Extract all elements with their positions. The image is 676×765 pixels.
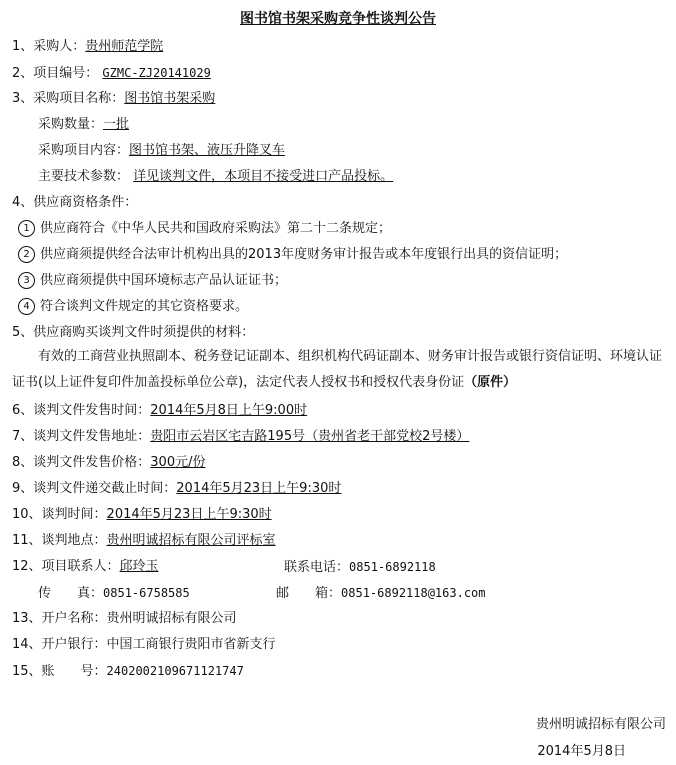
item-qualifications-heading: 4、供应商资格条件： xyxy=(12,195,138,210)
item-contact-phone: 联系电话：0851-6892118 xyxy=(284,560,436,575)
circled-number: 2 xyxy=(18,246,35,263)
qualification-item: 1 供应商符合《中华人民共和国政府采购法》第二十二条规定； xyxy=(18,220,391,238)
item-project-name: 3、采购项目名称：图书馆书架采购 xyxy=(12,91,216,106)
item-negotiation-time: 10、谈判时间：2014年5月23日上午9:30时 xyxy=(12,507,272,522)
item-negotiation-place: 11、谈判地点：贵州明诚招标有限公司评标室 xyxy=(12,533,276,548)
item-email: 邮 箱：0851-6892118@163.com xyxy=(276,586,486,601)
item-sale-address: 7、谈判文件发售地址：贵阳市云岩区宅吉路195号（贵州省老干部党校2号楼） xyxy=(12,429,470,444)
footer-organization: 贵州明诚招标有限公司 xyxy=(535,717,666,732)
item-sale-time: 6、谈判文件发售时间：2014年5月8日上午9:00时 xyxy=(12,403,308,418)
item-bank: 14、开户银行：中国工商银行贵阳市省新支行 xyxy=(12,637,276,652)
circled-number: 3 xyxy=(18,272,35,289)
item-fax: 传 真：0851-6758585 xyxy=(38,586,190,601)
item-account-name: 13、开户名称：贵州明诚招标有限公司 xyxy=(12,611,237,626)
item-sale-price: 8、谈判文件发售价格：300元/份 xyxy=(12,455,206,470)
qualification-item: 2 供应商须提供经合法审计机构出具的2013年度财务审计报告或本年度银行出具的资信证明； xyxy=(18,246,567,264)
item-contact-person: 12、项目联系人：邱玲玉 xyxy=(12,559,159,574)
item-project-number: 2、项目编号： GZMC-ZJ20141029 xyxy=(12,66,211,81)
circled-number: 4 xyxy=(18,298,35,315)
circled-number: 1 xyxy=(18,220,35,237)
item-account-number: 15、账 号：2402002109671121747 xyxy=(12,664,244,679)
qualification-item: 3 供应商须提供中国环境标志产品认证证书； xyxy=(18,272,287,290)
item-quantity: 采购数量：一批 xyxy=(38,117,130,132)
item-content: 采购项目内容：图书馆书架、液压升降叉车 xyxy=(38,143,286,158)
document-title: 图书馆书架采购竞争性谈判公告 xyxy=(240,11,436,27)
item-tech-params: 主要技术参数： 详见谈判文件，本项目不接受进口产品投标。 xyxy=(38,169,394,184)
item-purchaser: 1、采购人：贵州师范学院 xyxy=(12,39,164,54)
qualification-item: 4 符合谈判文件规定的其它资格要求。 xyxy=(18,298,248,316)
item-materials-heading: 5、供应商购买谈判文件时须提供的材料： xyxy=(12,325,255,340)
footer-date: 2014年5月8日 xyxy=(537,744,626,759)
item-deadline: 9、谈判文件递交截止时间：2014年5月23日上午9:30时 xyxy=(12,481,342,496)
item-materials-text: 有效的工商营业执照副本、税务登记证副本、组织机构代码证副本、财务审计报告或银行资信证明、环境认证证书(以上证件复印件加盖投标单位公章)，法定代表人授权书和授权代表身份证（原件） xyxy=(12,349,663,390)
